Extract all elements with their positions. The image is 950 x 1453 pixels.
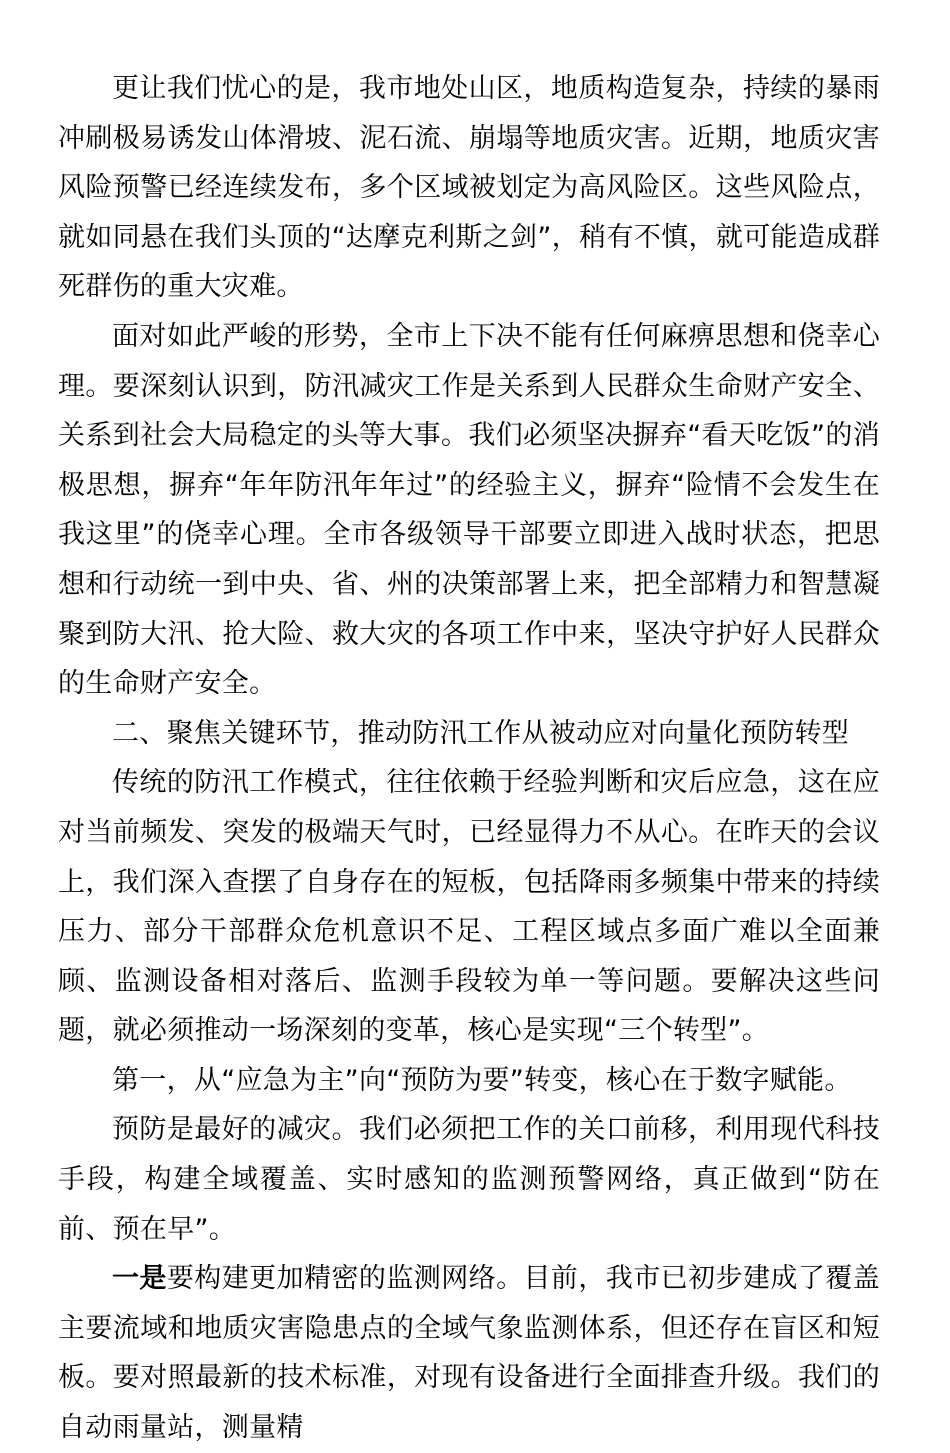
paragraph-monitoring-network — [58, 1254, 880, 1452]
paragraph-lead-bold: 一是 — [112, 1263, 167, 1295]
section-heading-two: 二、聚焦关键环节，推动防汛工作从被动应对向量化预防转型 — [112, 717, 850, 749]
paragraph-geological-risk: 更让我们忧心的是，我市地处山区，地质构造复杂，持续的暴雨冲刷极易诱发山体滑坡、泥石流、崩塌等地质灾害。近期，地质灾害风险预警已经连续发布，多个区域被划定为高风险区。这些风险点，就如同悬在我们头顶的“达摩克利斯之剑”，稍有不慎，就可能造成群死群伤的重大灾难。 — [58, 73, 880, 303]
paragraph-monitoring-text: 要构建更加精密的监测网络。目前，我市已初步建成了覆盖主要流域和地质灾害隐患点的全域气象监测体系，但还存在盲区和短板。要对照最新的技术标准，对现有设备进行全面排查升级。我们的自动雨量站，测量精 — [58, 1263, 880, 1444]
paragraph-prevention: 预防是最好的减灾。我们必须把工作的关口前移，利用现代科技手段，构建全域覆盖、实时感知的监测预警网络，真正做到“防在前、预在早”。 — [58, 1114, 880, 1245]
document-page — [58, 64, 880, 1453]
paragraph-severe-situation: 面对如此严峻的形势，全市上下决不能有任何麻痹思想和侥幸心理。要深刻认识到，防汛减灾工作是关系到人民群众生命财产安全、关系到社会大局稳定的头等大事。我们必须坚决摒弃“看天吃饭”的消极思想，摒弃“年年防汛年年过”的经验主义，摒弃“险情不会发生在我这里”的侥幸心理。全市各级领导干部要立即进入战时状态，把思想和行动统一到中央、省、州的决策部署上来，把全部精力和智慧凝聚到防大汛、抢大险、救大灾的各项工作中来，坚决守护好人民群众的生命财产安全。 — [58, 320, 880, 700]
paragraph-first-transition: 第一，从“应急为主”向“预防为要”转变，核心在于数字赋能。 — [112, 1064, 852, 1096]
paragraph-traditional-mode: 传统的防汛工作模式，往往依赖于经验判断和灾后应急，这在应对当前频发、突发的极端天气时，已经显得力不从心。在昨天的会议上，我们深入查摆了自身存在的短板，包括降雨多频集中带来的持续压力、部分干部群众危机意识不足、工程区域点多面广难以全面兼顾、监测设备相对落后、监测手段较为单一等问题。要解决这些问题，就必须推动一场深刻的变革，核心是实现“三个转型”。 — [58, 767, 880, 1047]
